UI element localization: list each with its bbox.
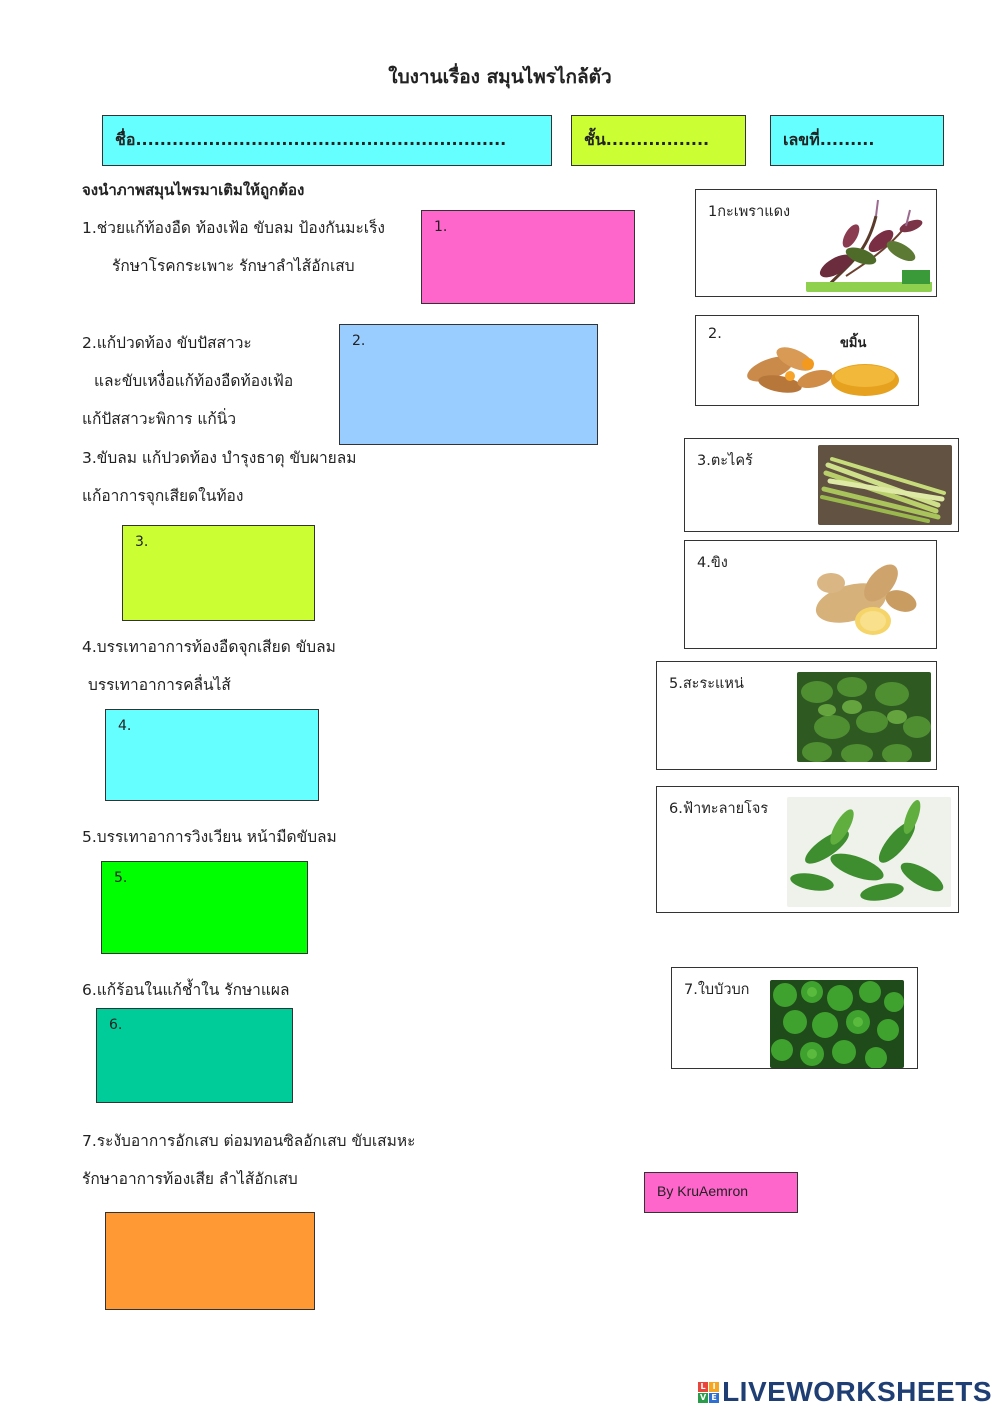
herb-card-6[interactable] [656, 786, 959, 913]
question-2 [82, 324, 293, 438]
question-line: บรรเทาอาการคลื่นไส้ [88, 676, 231, 694]
drop-box-2[interactable]: 2. [339, 324, 598, 445]
ginger-image [801, 553, 929, 645]
herb-card-7[interactable] [671, 967, 918, 1069]
question-line: 2.แก้ปวดท้อง ขับปัสสาวะ [82, 334, 252, 352]
herb-card-1[interactable] [695, 189, 937, 297]
question-3 [82, 439, 356, 515]
mint-image [797, 672, 931, 762]
question-line: และขับเหงื่อแก้ท้องอืดท้องเฟ้อ [94, 372, 294, 390]
name-field[interactable]: ชื่อ............................................................. [102, 115, 552, 166]
worksheet-title: ใบงานเรื่อง สมุนไพรไกล้ตัว [388, 66, 612, 88]
question-1 [82, 209, 385, 285]
herb-card-label: 2. [708, 326, 722, 342]
brand-name: LIVEWORKSHEETS [722, 1376, 992, 1407]
turmeric-overlay-label: ขมิ้น [840, 336, 867, 351]
question-line: รักษาอาการท้องเสีย ลำไส้อักเสบ [82, 1170, 298, 1188]
herb-card-label: 1กะเพราแดง [708, 204, 791, 220]
question-7 [82, 1122, 415, 1198]
drop-box-3[interactable]: 3. [122, 525, 315, 621]
question-line: แก้ปัสสาวะพิการ แก้นิ่ว [82, 410, 237, 428]
gotu-kola-image [770, 980, 904, 1068]
turmeric-image [740, 324, 916, 400]
author-credit: By KruAemron [644, 1172, 798, 1213]
drop-box-7[interactable] [105, 1212, 315, 1310]
question-line: 3.ขับลม แก้ปวดท้อง บำรุงธาตุ ขับผายลม [82, 449, 357, 467]
herb-card-label: 3.ตะไคร้ [697, 453, 753, 469]
question-line: 4.บรรเทาอาการท้องอืดจุกเสียด ขับลม [82, 638, 336, 656]
question-line: 7.ระงับอาการอักเสบ ต่อมทอนซิลอักเสบ ขับเสมหะ [82, 1132, 416, 1150]
question-4 [82, 628, 336, 704]
herb-card-label: 4.ขิง [697, 555, 728, 571]
number-field[interactable]: เลขที่......... [770, 115, 944, 166]
question-6 [82, 971, 289, 1009]
drop-box-4[interactable]: 4. [105, 709, 319, 801]
herb-card-2[interactable] [695, 315, 919, 406]
liveworksheets-mark-icon: L I V E [698, 1382, 719, 1403]
liveworksheets-logo[interactable] [698, 1376, 992, 1408]
class-field[interactable]: ชั้น................. [571, 115, 746, 166]
drop-box-1[interactable]: 1. [421, 210, 635, 304]
lemongrass-image [818, 445, 952, 525]
question-line: 6.แก้ร้อนในแก้ช้ำใน รักษาแผล [82, 981, 290, 999]
andrographis-image [787, 797, 951, 907]
herb-card-label: 7.ใบบัวบก [684, 982, 750, 998]
question-line: แก้อาการจุกเสียดในท้อง [82, 487, 244, 505]
instruction: จงนำภาพสมุนไพรมาเติมให้ถูกต้อง [82, 181, 305, 199]
herb-card-5[interactable] [656, 661, 937, 770]
herb-card-4[interactable] [684, 540, 937, 649]
herb-card-label: 5.สะระแหน่ [669, 676, 744, 692]
red-holy-basil-image [806, 196, 932, 292]
herb-card-label: 6.ฟ้าทะลายโจร [669, 801, 769, 817]
drop-box-5[interactable]: 5. [101, 861, 308, 954]
herb-card-3[interactable] [684, 438, 959, 532]
question-line: รักษาโรคกระเพาะ รักษาลำไส้อักเสบ [112, 257, 355, 275]
question-line: 1.ช่วยแก้ท้องอืด ท้องเฟ้อ ขับลม ป้องกันมะเร็ง [82, 219, 385, 237]
question-5 [82, 818, 337, 856]
drop-box-6[interactable]: 6. [96, 1008, 293, 1103]
question-line: 5.บรรเทาอาการวิงเวียน หน้ามืดขับลม [82, 828, 337, 846]
